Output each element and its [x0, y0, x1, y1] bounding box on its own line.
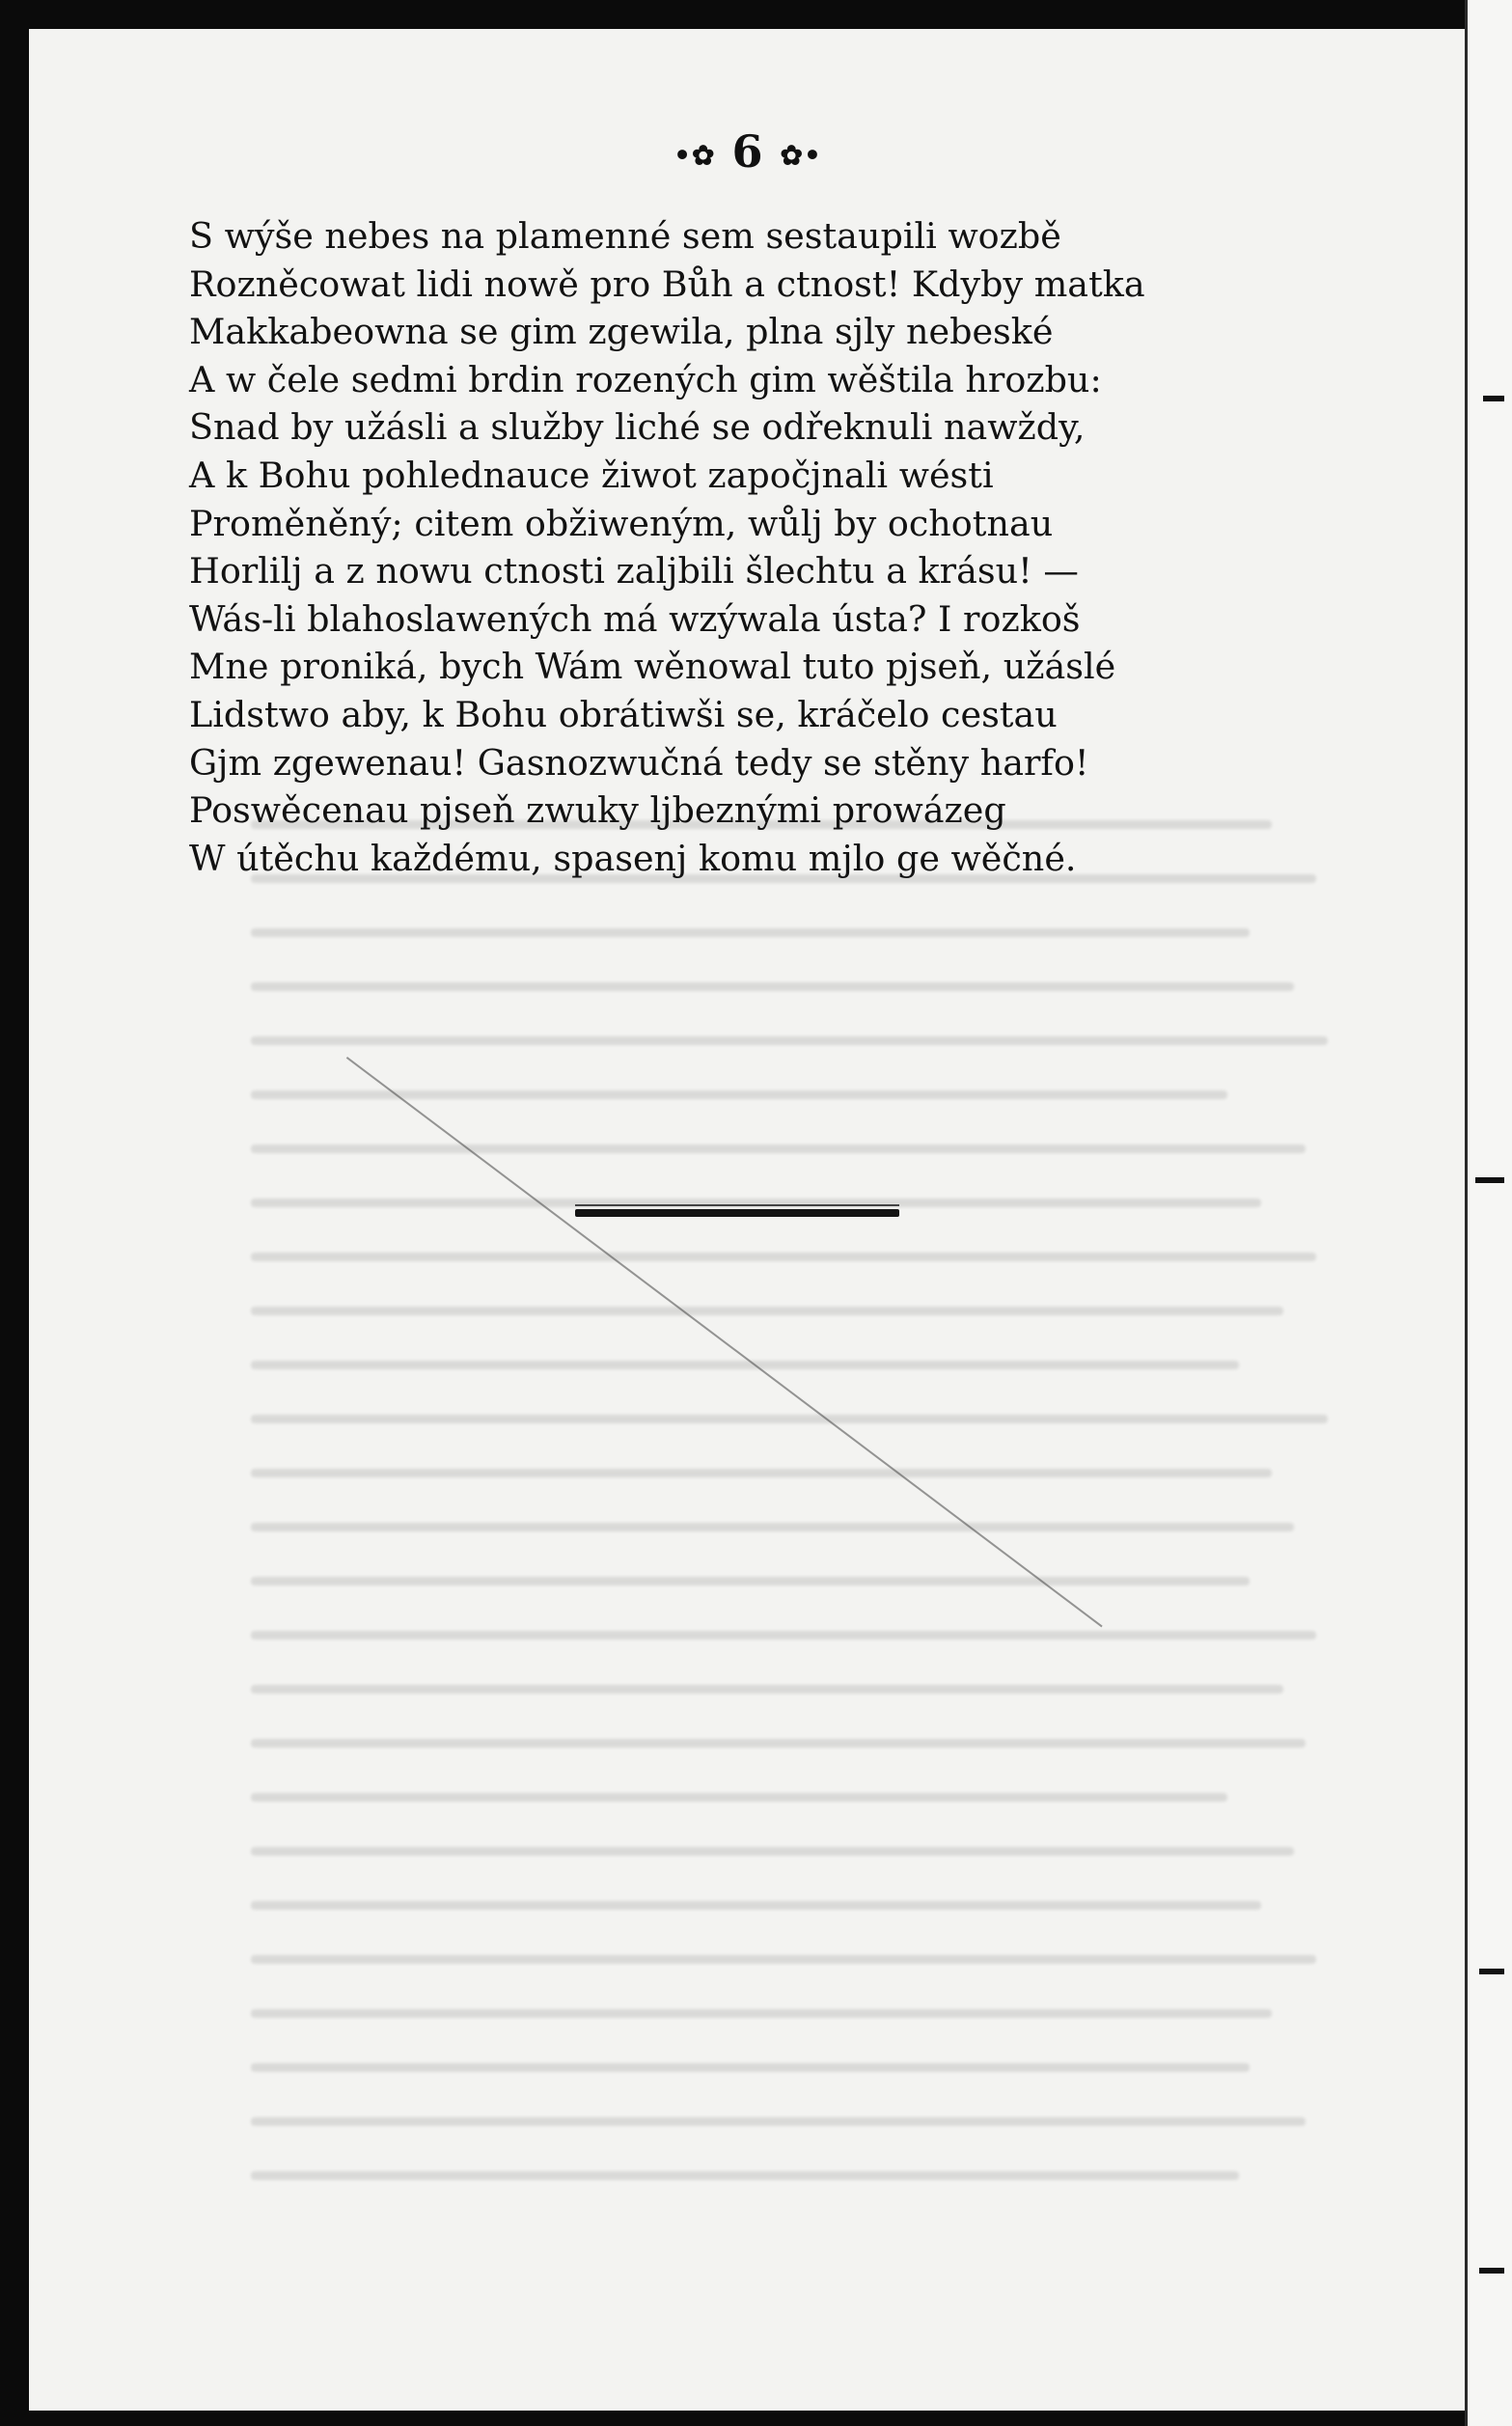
poem-line: Snad by užásli a služby liché se odřeknuli nawždy, [189, 406, 1086, 449]
page-edge [1465, 0, 1512, 2426]
poem-line: Gjm zgewenau! Gasnozwučná tedy se stěny harfo! [189, 741, 1089, 784]
ornament-right-icon: ✿• [780, 139, 822, 172]
book-page [29, 29, 1467, 2411]
poem-line: S wýše nebes na plamenné sem sestaupili wozbě [189, 215, 1061, 257]
poem-line: Horlilj a z nowu ctnosti zaljbili šlechtu a krásu! — [189, 550, 1079, 593]
poem-line: Lidstwo aby, k Bohu obrátiwši se, kráčelo cestau [189, 693, 1058, 735]
show-through-text [251, 820, 1361, 2219]
poem-line: Makkabeowna se gim zgewila, plna sjly nebeské [189, 311, 1054, 353]
section-rule-thin [575, 1204, 899, 1206]
edge-mark [1479, 2268, 1504, 2274]
page-number [29, 125, 1467, 178]
poem-line: Proměněný; citem obžiweným, wůlj by ochotnau [189, 502, 1054, 544]
poem-line: Wás-li blahoslawených má wzýwala ústa? I rozkoš [189, 597, 1081, 640]
edge-mark [1483, 396, 1504, 401]
poem-text [189, 212, 1347, 882]
section-rule [575, 1209, 899, 1217]
poem-line: A k Bohu pohlednauce žiwot započjnali wésti [189, 454, 994, 496]
poem-line: W útěchu každému, spasenj komu mjlo ge wěčné. [189, 837, 1077, 879]
poem-line: Mne proniká, bych Wám wěnowal tuto pjseň, užáslé [189, 646, 1116, 688]
page-number-value: 6 [731, 125, 764, 178]
poem-line: Poswěcenau pjseň zwuky ljbeznými prowázeg [189, 789, 1006, 832]
poem-line: Rozněcowat lidi nowě pro Bůh a ctnost! Kdyby matka [189, 262, 1145, 305]
ornament-left-icon: •✿ [674, 139, 716, 172]
edge-mark [1479, 1969, 1504, 1974]
poem-line: A w čele sedmi brdin rozených gim wěštila hrozbu: [189, 358, 1102, 400]
edge-mark [1475, 1177, 1504, 1183]
